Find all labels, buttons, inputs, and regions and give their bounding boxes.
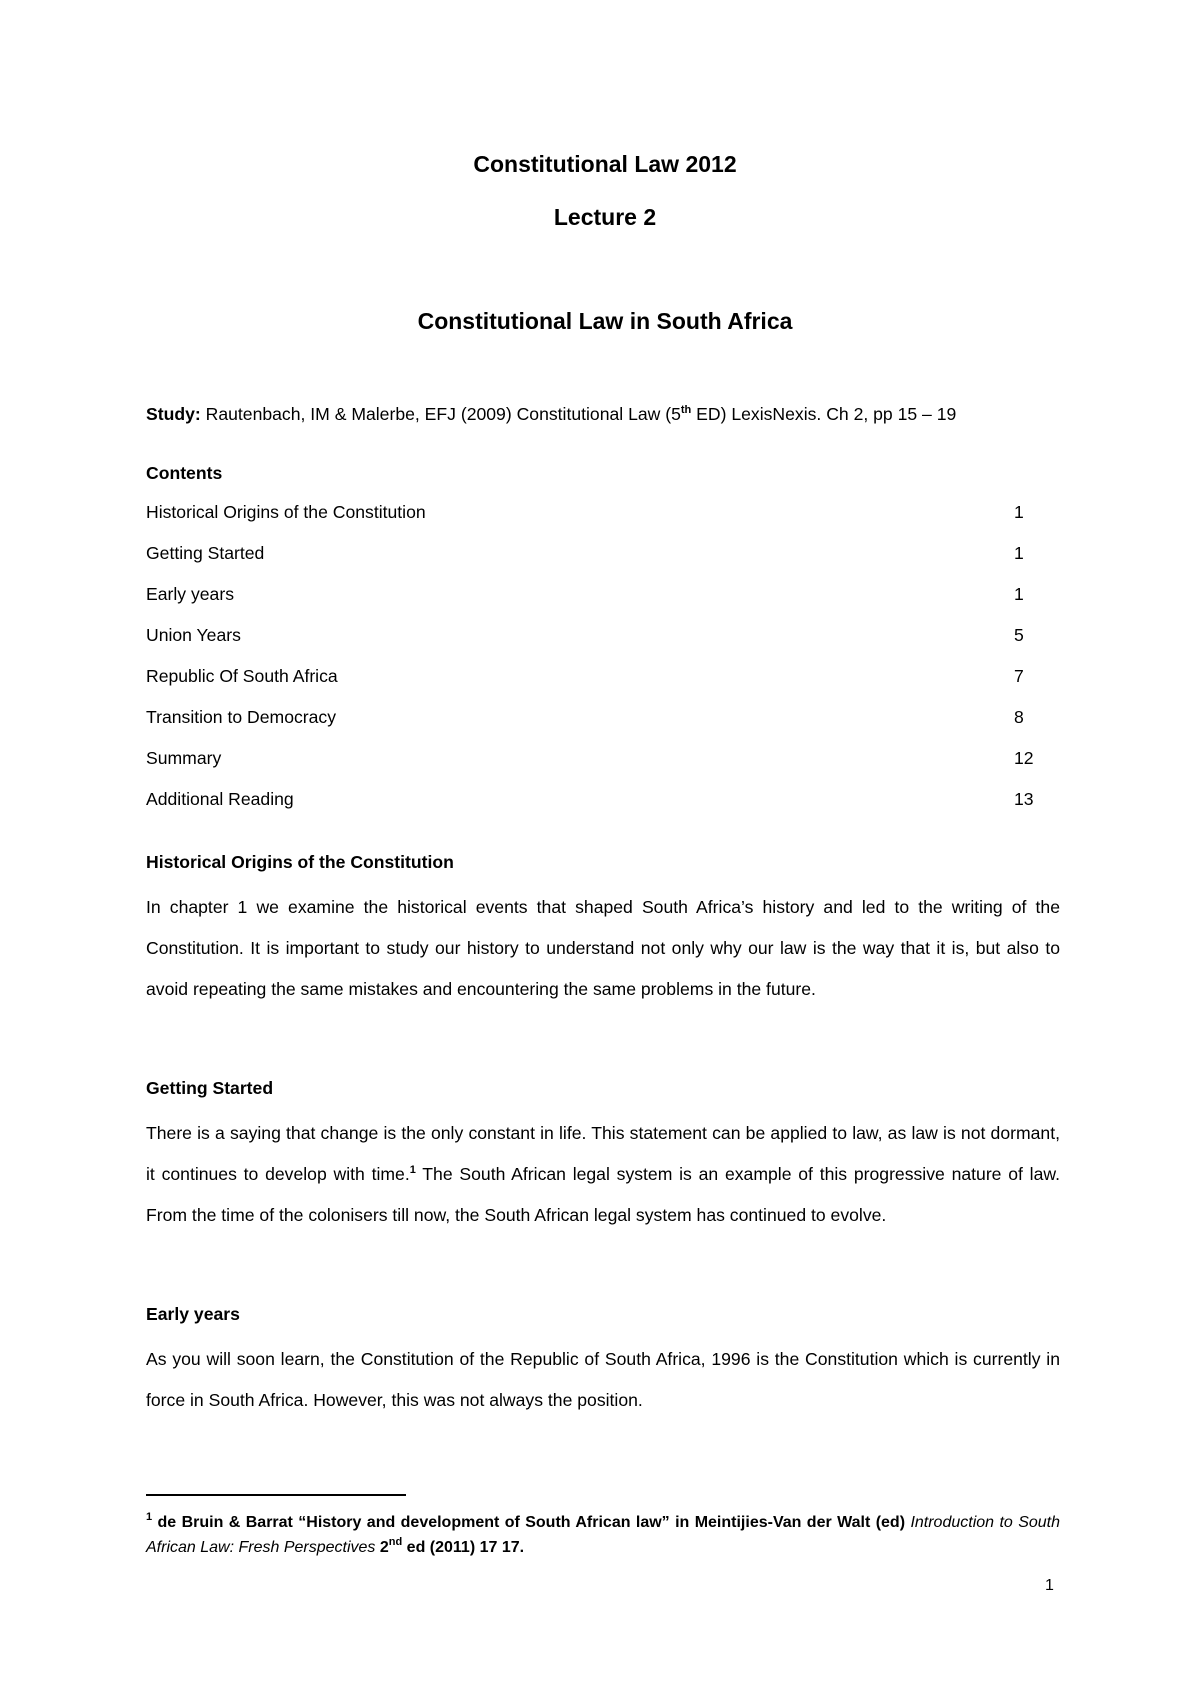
toc-item-page: 13 bbox=[1014, 789, 1034, 809]
section-historical-origins bbox=[146, 850, 1060, 1010]
toc-row[interactable] bbox=[146, 787, 1046, 828]
footnote-citation: de Bruin & Barrat “History and development of South African law” in Meintijies-Van der Walt (ed) bbox=[152, 1514, 906, 1531]
footnote-edition: 2 bbox=[375, 1539, 389, 1556]
footnote-edition-end: ed (2011) 17 17. bbox=[402, 1539, 525, 1556]
study-reference bbox=[146, 402, 1066, 426]
toc-item-page: 5 bbox=[1014, 625, 1024, 645]
footnote-reference[interactable]: 1 bbox=[409, 1164, 416, 1176]
lecture-number: Lecture 2 bbox=[553, 204, 657, 230]
section-heading: Getting Started bbox=[146, 1078, 274, 1098]
toc-item-label: Getting Started bbox=[146, 543, 265, 563]
toc-item-page: 12 bbox=[1014, 748, 1034, 768]
footnote-book-title: Introduction to South African Law: Fresh Perspectives bbox=[146, 1514, 1061, 1556]
toc-item-label: Early years bbox=[146, 584, 234, 604]
page-number: 1 bbox=[1045, 1577, 1054, 1594]
toc-item-label: Republic Of South Africa bbox=[146, 666, 338, 686]
section-early-years bbox=[146, 1302, 1060, 1421]
toc-row[interactable] bbox=[146, 705, 1046, 746]
footnote bbox=[146, 1510, 1060, 1560]
toc-row[interactable] bbox=[146, 541, 1046, 582]
section-body: As you will soon learn, the Constitution of the Republic of South Africa, 1996 is the Constitution which is currently in force in South Africa. However, this was not always the position. bbox=[146, 1349, 1060, 1410]
study-text-end: ED) LexisNexis. Ch 2, pp 15 – 19 bbox=[691, 404, 957, 424]
section-heading: Early years bbox=[146, 1304, 240, 1324]
section-body bbox=[146, 1113, 1060, 1236]
toc-item-page: 1 bbox=[1014, 543, 1024, 563]
footnote-edition-superscript: nd bbox=[388, 1536, 403, 1548]
section-heading: Historical Origins of the Constitution bbox=[146, 852, 454, 872]
study-text: Rautenbach, IM & Malerbe, EFJ (2009) Constitutional Law (5 bbox=[200, 404, 681, 424]
study-edition-superscript: th bbox=[680, 404, 692, 416]
toc-item-page: 1 bbox=[1014, 502, 1024, 522]
toc-item-label: Union Years bbox=[146, 625, 241, 645]
section-body: In chapter 1 we examine the historical events that shaped South Africa’s history and led to the writing of the Constitution. It is important to study our history to understand not only why our law is the way that it is, but also to avoid repeating the same mistakes and encountering the same problems in the future. bbox=[146, 897, 1060, 999]
toc-row[interactable] bbox=[146, 664, 1046, 705]
toc-item-page: 7 bbox=[1014, 666, 1024, 686]
toc-item-label: Transition to Democracy bbox=[146, 707, 337, 727]
toc-row[interactable] bbox=[146, 623, 1046, 664]
study-label: Study: bbox=[146, 404, 201, 424]
toc-row[interactable] bbox=[146, 500, 1046, 541]
footnote-separator bbox=[146, 1494, 406, 1496]
lecture-subtitle: Constitutional Law in South Africa bbox=[417, 308, 793, 334]
document-title: Constitutional Law 2012 bbox=[473, 151, 737, 177]
toc-row[interactable] bbox=[146, 582, 1046, 623]
toc-row[interactable] bbox=[146, 746, 1046, 787]
footnote-number: 1 bbox=[146, 1511, 153, 1523]
toc-item-label: Historical Origins of the Constitution bbox=[146, 502, 426, 522]
toc-item-label: Additional Reading bbox=[146, 789, 294, 809]
section-body-text: There is a saying that change is the only constant in life. This statement can be applied to law, as law is not dormant, it continues to develop with time. bbox=[146, 1123, 1060, 1184]
section-getting-started bbox=[146, 1076, 1060, 1236]
section-body-text-continued: The South African legal system is an example of this progressive nature of law. From the time of the colonisers till now, the South African legal system has continued to evolve. bbox=[146, 1164, 1060, 1225]
toc-item-page: 8 bbox=[1014, 707, 1024, 727]
toc-item-page: 1 bbox=[1014, 584, 1024, 604]
table-of-contents bbox=[146, 500, 1046, 828]
toc-item-label: Summary bbox=[146, 748, 222, 768]
contents-heading: Contents bbox=[146, 463, 223, 483]
